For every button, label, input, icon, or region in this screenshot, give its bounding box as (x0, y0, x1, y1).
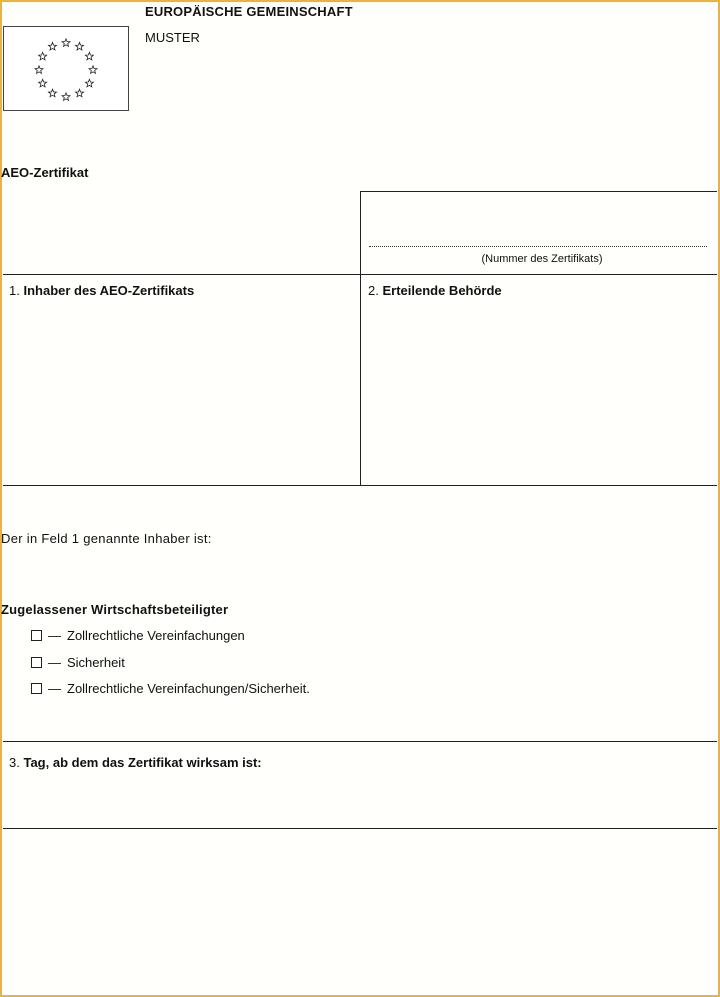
field-1-label (9, 283, 194, 298)
option-security[interactable] (31, 655, 125, 670)
field-3-bottom-border (3, 828, 717, 829)
option-customs-simplification[interactable] (31, 628, 245, 643)
aeo-type-heading: Zugelassener Wirtschaftsbeteiligter (1, 602, 229, 617)
star-icon (49, 89, 57, 97)
star-icon (39, 52, 47, 60)
checkbox[interactable] (31, 657, 42, 668)
center-divider (360, 191, 361, 486)
eu-flag-icon (3, 26, 129, 111)
certificate-number-line (369, 246, 707, 247)
specimen-label: MUSTER (145, 30, 200, 45)
certificate-number-caption: (Nummer des Zertifikats) (481, 253, 603, 265)
option-customs-simplification-security[interactable] (31, 681, 310, 696)
field-3-text: Tag, ab dem das Zertifikat wirksam ist: (23, 755, 262, 770)
star-icon (76, 89, 84, 97)
star-icon (35, 66, 43, 74)
star-icon (89, 66, 97, 74)
fields-bottom-border (3, 485, 717, 486)
checkbox[interactable] (31, 630, 42, 641)
field-2-text: Erteilende Behörde (382, 283, 502, 298)
option-dash: — (48, 681, 61, 696)
option-dash: — (48, 655, 61, 670)
star-icon (85, 52, 93, 60)
field-3-number: 3. (9, 755, 20, 770)
number-box-top-border (360, 191, 717, 192)
star-icon (62, 39, 70, 47)
holder-statement: Der in Feld 1 genannte Inhaber ist: (1, 531, 212, 546)
checkbox[interactable] (31, 683, 42, 694)
field-2-label (368, 283, 502, 298)
fields-top-border (3, 274, 717, 275)
field-3-label (9, 755, 262, 770)
field-1-number: 1. (9, 283, 20, 298)
option-label: Zollrechtliche Vereinfachungen/Sicherheit. (67, 681, 310, 696)
star-icon (76, 42, 84, 50)
option-dash: — (48, 628, 61, 643)
community-heading: EUROPÄISCHE GEMEINSCHAFT (145, 4, 353, 19)
star-icon (39, 79, 47, 87)
star-icon (85, 79, 93, 87)
star-icon (49, 42, 57, 50)
field-2-number: 2. (368, 283, 379, 298)
field-3-top-border (3, 741, 717, 742)
option-label: Zollrechtliche Vereinfachungen (67, 628, 245, 643)
option-label: Sicherheit (67, 655, 125, 670)
star-icon (62, 93, 70, 101)
field-1-text: Inhaber des AEO-Zertifikats (23, 283, 195, 298)
document-title: AEO-Zertifikat (1, 165, 89, 180)
